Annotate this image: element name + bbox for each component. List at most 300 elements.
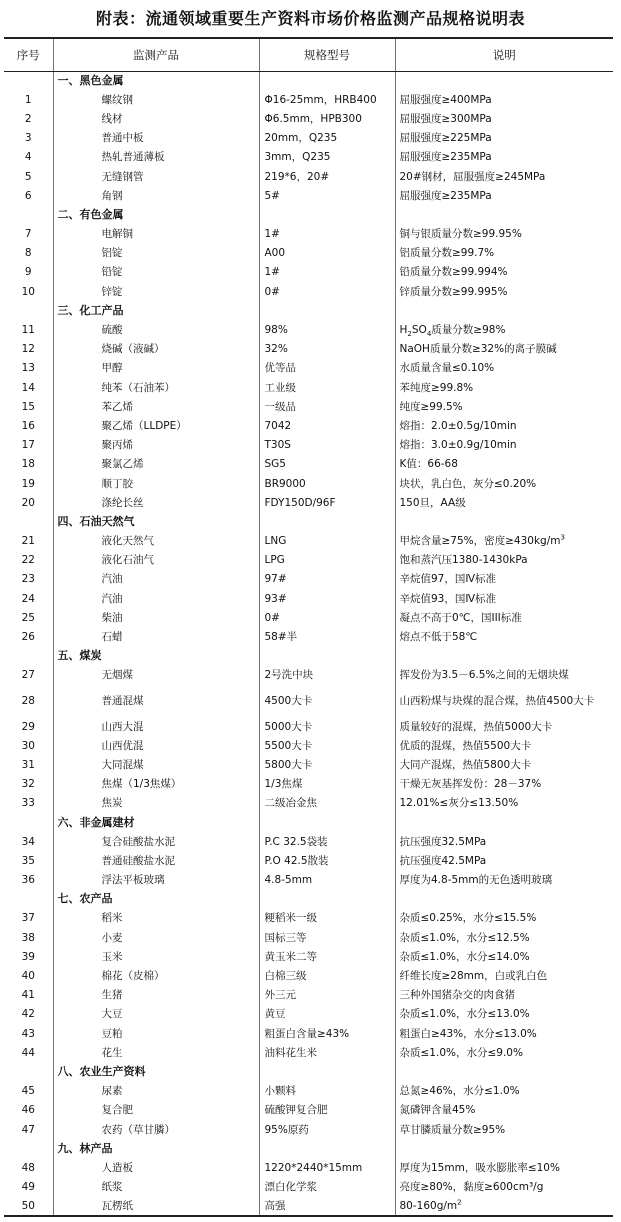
product-name: 汽油: [53, 570, 259, 589]
spec-model: Φ16-25mm，HRB400: [259, 90, 395, 109]
product-name: 角钢: [53, 186, 259, 205]
product-name: 农药（草甘膦）: [53, 1120, 259, 1139]
header-spec: 规格型号: [259, 38, 395, 71]
table-row: [4, 909, 613, 928]
category-no-cell: [4, 647, 53, 666]
spec-model: 小颗料: [259, 1082, 395, 1101]
category-name: 二、有色金属: [53, 205, 259, 224]
row-number: 32: [21, 778, 35, 791]
category-spec-cell: [259, 512, 395, 531]
table-row: [4, 871, 613, 890]
product-name: 聚乙烯（LLDPE）: [53, 416, 259, 435]
spec-model: 硫酸钾复合肥: [259, 1101, 395, 1120]
row-number: 9: [24, 266, 32, 279]
product-name: 电解铜: [53, 225, 259, 244]
product-name: 无缝钢管: [53, 167, 259, 186]
description: 厚度为15mm，吸水膨胀率≤10%: [395, 1158, 613, 1177]
row-number: 35: [21, 854, 35, 867]
table-row: [4, 986, 613, 1005]
product-name: 柴油: [53, 608, 259, 627]
description: 干燥无灰基挥发份：28－37%: [395, 775, 613, 794]
product-name: 大豆: [53, 1005, 259, 1024]
table-row: [4, 532, 613, 551]
product-name: 烧碱（液碱）: [53, 340, 259, 359]
spec-model: 粳稻米一级: [259, 909, 395, 928]
row-number: 26: [21, 631, 35, 644]
row-number: 28: [21, 695, 35, 707]
description: 亮度≥80%，黏度≥600cm³/g: [395, 1178, 613, 1197]
spec-model: 5#: [259, 186, 395, 205]
table-row: [4, 1178, 613, 1197]
header-row: [4, 38, 613, 71]
spec-model: 高强: [259, 1197, 395, 1216]
description: 铅质量分数≥99.994%: [395, 263, 613, 282]
row-number: 16: [21, 419, 35, 432]
spec-model: 95%原药: [259, 1120, 395, 1139]
row-number: 23: [21, 573, 35, 586]
row-number: 12: [21, 343, 35, 356]
description: 纯度≥99.5%: [395, 397, 613, 416]
spec-model: LNG: [259, 532, 395, 551]
category-spec-cell: [259, 205, 395, 224]
table-row: [4, 186, 613, 205]
spec-model: 0#: [259, 282, 395, 301]
description: 质量较好的混煤，热值5000大卡: [395, 717, 613, 736]
category-name: 一、黑色金属: [53, 71, 259, 90]
spec-model: 0#: [259, 608, 395, 627]
description: 厚度为4.8-5mm的无色透明玻璃: [395, 871, 613, 890]
product-name: 纸浆: [53, 1178, 259, 1197]
header-desc: 说明: [395, 38, 613, 71]
spec-model: 93#: [259, 589, 395, 608]
table-row: [4, 129, 613, 148]
description: 杂质≤0.25%，水分≤15.5%: [395, 909, 613, 928]
category-no-cell: [4, 1139, 53, 1158]
product-name: 焦煤（1/3焦煤）: [53, 775, 259, 794]
description: 山西粉煤与块煤的混合煤，热值4500大卡: [395, 685, 613, 717]
spec-model: 国标三等: [259, 928, 395, 947]
product-name: 大同混煤: [53, 755, 259, 774]
description: 杂质≤1.0%，水分≤13.0%: [395, 1005, 613, 1024]
product-name: 聚氯乙烯: [53, 455, 259, 474]
description: 苯纯度≥99.8%: [395, 378, 613, 397]
description: 粗蛋白≥43%，水分≤13.0%: [395, 1024, 613, 1043]
product-name: 普通混煤: [53, 685, 259, 717]
category-desc-cell: [395, 205, 613, 224]
product-name: 汽油: [53, 589, 259, 608]
product-name: 苯乙烯: [53, 397, 259, 416]
description: NaOH质量分数≥32%的离子膜碱: [395, 340, 613, 359]
row-number: 43: [21, 1027, 35, 1040]
row-number: 19: [21, 477, 35, 490]
category-row: [4, 1139, 613, 1158]
row-number: 5: [24, 170, 32, 183]
row-number: 33: [21, 797, 35, 810]
product-name: 玉米: [53, 947, 259, 966]
table-row: [4, 244, 613, 263]
table-row: [4, 570, 613, 589]
category-no-cell: [4, 301, 53, 320]
product-name: 瓦楞纸: [53, 1197, 259, 1216]
description: 屈服强度≥235MPa: [395, 148, 613, 167]
header-no: 序号: [4, 38, 53, 71]
table-row: [4, 736, 613, 755]
product-name: 无烟煤: [53, 666, 259, 685]
row-number: 31: [21, 758, 35, 771]
spec-model: T30S: [259, 436, 395, 455]
spec-model: 32%: [259, 340, 395, 359]
product-name: 生猪: [53, 986, 259, 1005]
table-row: [4, 627, 613, 646]
description: 熔指：3.0±0.9g/10min: [395, 436, 613, 455]
description: 优质的混煤，热值5500大卡: [395, 736, 613, 755]
product-name: 热轧普通薄板: [53, 148, 259, 167]
row-number: 36: [21, 874, 35, 887]
table-row: [4, 685, 613, 717]
table-row: [4, 947, 613, 966]
category-desc-cell: [395, 1062, 613, 1081]
description: 饱和蒸汽压1380-1430kPa: [395, 551, 613, 570]
spec-model: 优等品: [259, 359, 395, 378]
product-name: 人造板: [53, 1158, 259, 1177]
description: 熔点不低于58℃: [395, 627, 613, 646]
spec-model: P.C 32.5袋装: [259, 832, 395, 851]
category-row: [4, 890, 613, 909]
description: 三种外国猪杂交的肉食猪: [395, 986, 613, 1005]
table-row: [4, 436, 613, 455]
category-row: [4, 647, 613, 666]
category-desc-cell: [395, 512, 613, 531]
description: 水质量含量≤0.10%: [395, 359, 613, 378]
product-name: 焦炭: [53, 794, 259, 813]
category-spec-cell: [259, 890, 395, 909]
product-name: 尿素: [53, 1082, 259, 1101]
row-number: 13: [21, 362, 35, 375]
description: 屈服强度≥400MPa: [395, 90, 613, 109]
table-row: [4, 282, 613, 301]
product-name: 豆粕: [53, 1024, 259, 1043]
product-name: 棉花（皮棉）: [53, 966, 259, 985]
category-no-cell: [4, 512, 53, 531]
description: 抗压强度42.5MPa: [395, 851, 613, 870]
description: 纤维长度≥28mm，白或乳白色: [395, 966, 613, 985]
description: 熔指：2.0±0.5g/10min: [395, 416, 613, 435]
row-number: 24: [21, 592, 35, 605]
table-row: [4, 378, 613, 397]
row-number: 2: [24, 112, 32, 125]
spec-model: 油料花生米: [259, 1043, 395, 1062]
table-row: [4, 397, 613, 416]
row-number: 20: [21, 496, 35, 509]
description: 凝点不高于0℃，国III标准: [395, 608, 613, 627]
description: 12.01%≤灰分≤13.50%: [395, 794, 613, 813]
row-number: 8: [24, 247, 32, 260]
category-name: 三、化工产品: [53, 301, 259, 320]
row-number: 4: [24, 151, 32, 164]
spec-model: 白棉三级: [259, 966, 395, 985]
spec-model: 1#: [259, 225, 395, 244]
table-row: [4, 90, 613, 109]
spec-model: 2号洗中块: [259, 666, 395, 685]
description: 杂质≤1.0%，水分≤12.5%: [395, 928, 613, 947]
spec-model: 4.8-5mm: [259, 871, 395, 890]
table-row: [4, 775, 613, 794]
category-spec-cell: [259, 647, 395, 666]
table-row: [4, 416, 613, 435]
category-spec-cell: [259, 301, 395, 320]
product-name: 铅锭: [53, 263, 259, 282]
description: 抗压强度32.5MPa: [395, 832, 613, 851]
product-name: 液化石油气: [53, 551, 259, 570]
spec-model: 58#半: [259, 627, 395, 646]
product-name: 浮法平板玻璃: [53, 871, 259, 890]
row-number: 21: [21, 535, 35, 548]
table-row: [4, 608, 613, 627]
category-spec-cell: [259, 71, 395, 90]
category-no-cell: [4, 890, 53, 909]
row-number: 39: [21, 950, 35, 963]
table-row: [4, 167, 613, 186]
description: 块状，乳白色，灰分≤0.20%: [395, 474, 613, 493]
row-number: 27: [21, 669, 35, 682]
spec-model: 98%: [259, 320, 395, 339]
table-row: [4, 340, 613, 359]
product-name: 石蜡: [53, 627, 259, 646]
spec-model: A00: [259, 244, 395, 263]
description: 屈服强度≥235MPa: [395, 186, 613, 205]
category-name: 四、石油天然气: [53, 512, 259, 531]
description: 总氮≥46%，水分≤1.0%: [395, 1082, 613, 1101]
description: $80-160g/m^2$: [395, 1197, 613, 1216]
table-title: 附表：流通领域重要生产资料市场价格监测产品规格说明表: [95, 9, 525, 28]
spec-model: BR9000: [259, 474, 395, 493]
product-name: 普通中板: [53, 129, 259, 148]
category-spec-cell: [259, 813, 395, 832]
spec-model: 工业级: [259, 378, 395, 397]
description: 铜与银质量分数≥99.95%: [395, 225, 613, 244]
product-name: 液化天然气: [53, 532, 259, 551]
row-number: 50: [4, 1197, 53, 1216]
category-desc-cell: [395, 301, 613, 320]
spec-model: P.O 42.5散装: [259, 851, 395, 870]
spec-model: 7042: [259, 416, 395, 435]
row-number: 18: [21, 458, 35, 471]
row-number: 3: [24, 132, 32, 145]
row-number: 11: [21, 324, 35, 337]
table-row: [4, 1005, 613, 1024]
spec-model: 一级品: [259, 397, 395, 416]
spec-model: 20mm，Q235: [259, 129, 395, 148]
table-row: [4, 851, 613, 870]
category-desc-cell: [395, 71, 613, 90]
product-name: 稻米: [53, 909, 259, 928]
product-name: 涤纶长丝: [53, 493, 259, 512]
category-no-cell: [4, 813, 53, 832]
description: 锌质量分数≥99.995%: [395, 282, 613, 301]
table-row: [4, 794, 613, 813]
row-number: 14: [21, 381, 35, 394]
product-name: 聚丙烯: [53, 436, 259, 455]
row-number: 22: [21, 554, 35, 567]
category-row: [4, 1062, 613, 1081]
row-number: 49: [21, 1181, 35, 1194]
category-row: [4, 205, 613, 224]
row-number: 25: [21, 611, 35, 624]
row-number: 7: [24, 228, 32, 241]
category-name: 九、林产品: [53, 1139, 259, 1158]
spec-model: 二级冶金焦: [259, 794, 395, 813]
category-row: [4, 512, 613, 531]
category-no-cell: [4, 205, 53, 224]
table-row: [4, 589, 613, 608]
category-spec-cell: [259, 1139, 395, 1158]
description: 20#钢材，屈服强度≥245MPa: [395, 167, 613, 186]
spec-model: 3mm，Q235: [259, 148, 395, 167]
spec-model: 漂白化学浆: [259, 1178, 395, 1197]
description: 大同产混煤，热值5800大卡: [395, 755, 613, 774]
spec-model: 5000大卡: [259, 717, 395, 736]
description: 草甘膦质量分数≥95%: [395, 1120, 613, 1139]
category-name: 八、农业生产资料: [53, 1062, 259, 1081]
description: 屈服强度≥225MPa: [395, 129, 613, 148]
table-row: [4, 666, 613, 685]
product-name: 线材: [53, 109, 259, 128]
row-number: 30: [21, 739, 35, 752]
description: $H_2SO_4$质量分数≥98%: [395, 320, 613, 339]
row-number: 38: [21, 931, 35, 944]
category-no-cell: [4, 1062, 53, 1081]
table-row: [4, 1024, 613, 1043]
table-row: [4, 966, 613, 985]
spec-model: LPG: [259, 551, 395, 570]
spec-model: 1/3焦煤: [259, 775, 395, 794]
description: 铝质量分数≥99.7%: [395, 244, 613, 263]
spec-model: 1#: [259, 263, 395, 282]
table-row: [4, 1120, 613, 1139]
row-number: 1: [24, 93, 32, 106]
spec-model: 5500大卡: [259, 736, 395, 755]
table-row: [4, 832, 613, 851]
description: 氮磷钾含量45%: [395, 1101, 613, 1120]
description: 杂质≤1.0%，水分≤14.0%: [395, 947, 613, 966]
row-number: 6: [24, 189, 32, 202]
category-no-cell: [4, 71, 53, 90]
product-name: 硫酸: [53, 320, 259, 339]
spec-model: FDY150D/96F: [259, 493, 395, 512]
product-name: 甲醇: [53, 359, 259, 378]
row-number: 48: [21, 1161, 35, 1174]
category-row: [4, 71, 613, 90]
table-row: [4, 551, 613, 570]
row-number: 44: [21, 1046, 35, 1059]
product-name: 顺丁胶: [53, 474, 259, 493]
table-row: [4, 1158, 613, 1177]
table-row: [4, 493, 613, 512]
category-row: [4, 301, 613, 320]
row-number: 40: [21, 970, 35, 983]
spec-model: 219*6，20#: [259, 167, 395, 186]
product-name: 螺纹钢: [53, 90, 259, 109]
spec-model: 4500大卡: [259, 685, 395, 717]
spec-model: 外三元: [259, 986, 395, 1005]
table-row: [4, 1101, 613, 1120]
product-name: 山西优混: [53, 736, 259, 755]
row-number: 42: [21, 1008, 35, 1021]
product-name: 山西大混: [53, 717, 259, 736]
product-name: 普通硅酸盐水泥: [53, 851, 259, 870]
spec-model: 1220*2440*15mm: [259, 1158, 395, 1177]
product-name: 铝锭: [53, 244, 259, 263]
spec-model: 黄豆: [259, 1005, 395, 1024]
row-number: 34: [21, 835, 35, 848]
category-spec-cell: [259, 1062, 395, 1081]
table-row: [4, 717, 613, 736]
spec-model: Φ6.5mm，HPB300: [259, 109, 395, 128]
header-product: 监测产品: [53, 38, 259, 71]
category-name: 七、农产品: [53, 890, 259, 909]
product-name: 花生: [53, 1043, 259, 1062]
table-row: [4, 320, 613, 339]
product-name: 复合肥: [53, 1101, 259, 1120]
description: 150旦，AA级: [395, 493, 613, 512]
spec-model: 97#: [259, 570, 395, 589]
table-row: [4, 1043, 613, 1062]
spec-model: 5800大卡: [259, 755, 395, 774]
row-number: 45: [21, 1085, 35, 1098]
row-number: 47: [21, 1123, 35, 1136]
description: K值：66-68: [395, 455, 613, 474]
category-name: 六、非金属建材: [53, 813, 259, 832]
product-name: 小麦: [53, 928, 259, 947]
table-row: [4, 755, 613, 774]
description: 甲烷含量≥75%，密度$\ge 430kg/m^3$: [395, 532, 613, 551]
category-desc-cell: [395, 890, 613, 909]
spec-model: 粗蛋白含量≥43%: [259, 1024, 395, 1043]
table-row: [4, 225, 613, 244]
category-desc-cell: [395, 647, 613, 666]
row-number: 46: [21, 1104, 35, 1117]
spec-model: 黄玉米二等: [259, 947, 395, 966]
table-row: [4, 1197, 613, 1216]
description: 辛烷值97，国Ⅳ标准: [395, 570, 613, 589]
description: 屈服强度≥300MPa: [395, 109, 613, 128]
row-number: 41: [21, 989, 35, 1002]
category-name: 五、煤炭: [53, 647, 259, 666]
product-name: 锌锭: [53, 282, 259, 301]
product-name: 复合硅酸盐水泥: [53, 832, 259, 851]
table-row: [4, 359, 613, 378]
product-name: 纯苯（石油苯）: [53, 378, 259, 397]
table-row: [4, 148, 613, 167]
table-row: [4, 1082, 613, 1101]
row-number: 37: [21, 912, 35, 925]
table-row: [4, 109, 613, 128]
category-desc-cell: [395, 1139, 613, 1158]
spec-table: [4, 37, 613, 1217]
category-desc-cell: [395, 813, 613, 832]
description: 辛烷值93，国Ⅳ标准: [395, 589, 613, 608]
row-number: 17: [21, 439, 35, 452]
table-row: [4, 263, 613, 282]
description: 挥发份为3.5－6.5%之间的无烟块煤: [395, 666, 613, 685]
row-number: 10: [21, 285, 35, 298]
row-number: 29: [21, 720, 35, 733]
row-number: 15: [21, 400, 35, 413]
description: 杂质≤1.0%，水分≤9.0%: [395, 1043, 613, 1062]
table-row: [4, 474, 613, 493]
category-row: [4, 813, 613, 832]
spec-model: SG5: [259, 455, 395, 474]
